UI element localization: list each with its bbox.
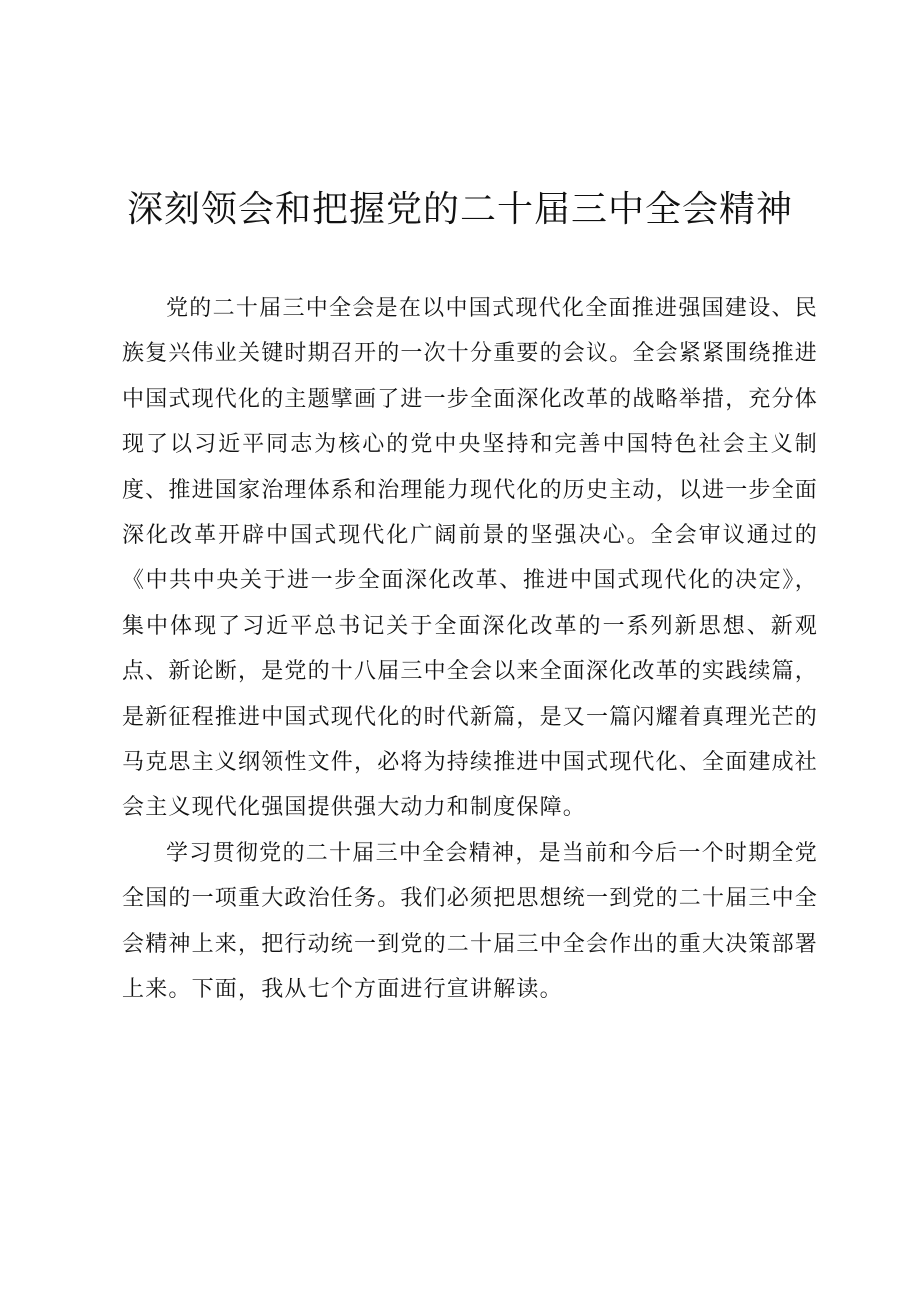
document-body: [122, 286, 818, 1013]
document-title: 深刻领会和把握党的二十届三中全会精神: [126, 189, 793, 230]
paragraph-2: 学习贯彻党的二十届三中全会精神，是当前和今后一个时期全党全国的一项重大政治任务。我们必须把思想统一到党的二十届三中全会精神上来，把行动统一到党的二十届三中全会作出的重大决策部署上来。下面，我从七个方面进行宣讲解读。: [122, 840, 819, 1003]
paragraph-1: 党的二十届三中全会是在以中国式现代化全面推进强国建设、民族复兴伟业关键时期召开的一次十分重要的会议。全会紧紧围绕推进中国式现代化的主题擘画了进一步全面深化改革的战略举措，充分体现了以习近平同志为核心的党中央坚持和完善中国特色社会主义制度、推进国家治理体系和治理能力现代化的历史主动，以进一步全面深化改革开辟中国式现代化广阔前景的坚强决心。全会审议通过的《中共中央关于进一步全面深化改革、推进中国式现代化的决定》，集中体现了习近平总书记关于全面深化改革的一系列新思想、新观点、新论断，是党的十八届三中全会以来全面深化改革的实践续篇，是新征程推进中国式现代化的时代新篇，是又一篇闪耀着真理光芒的马克思主义纲领性文件，必将为持续推进中国式现代化、全面建成社会主义现代化强国提供强大动力和制度保障。: [122, 296, 819, 821]
